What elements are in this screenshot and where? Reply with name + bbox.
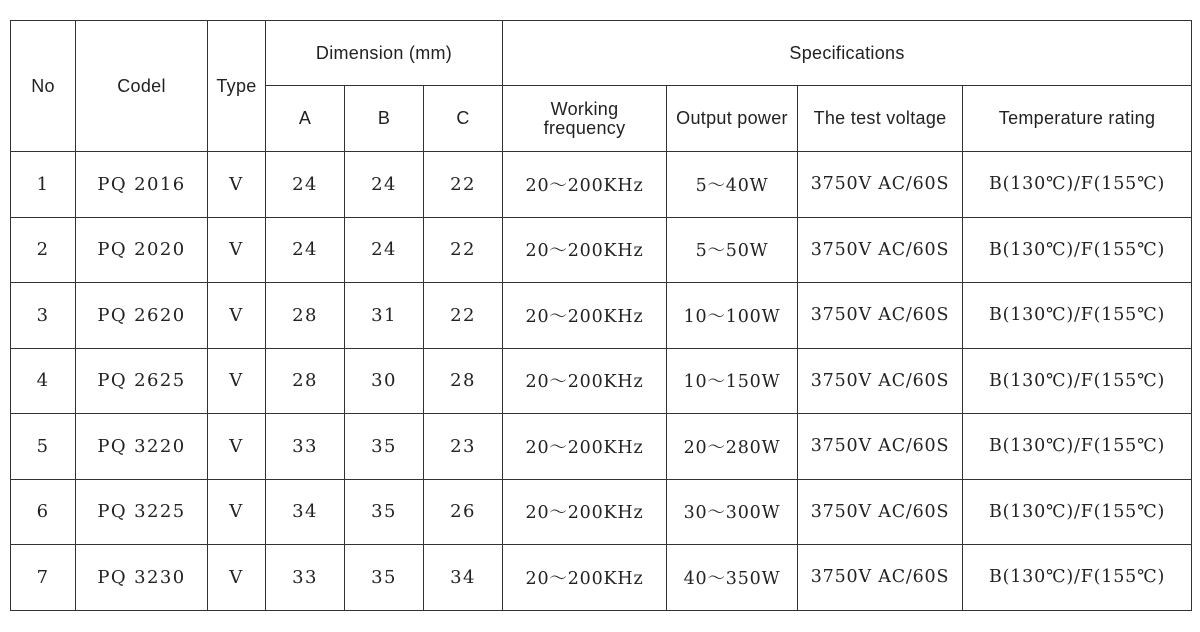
cell-test-voltage: 3750V AC/60S [798,152,963,218]
cell-no: 3 [11,283,76,349]
cell-output-power: 10～150W [667,348,798,414]
cell-dim-c: 22 [424,283,503,349]
header-working-frequency-line2: frequency [543,117,626,138]
cell-codel: PQ 3220 [76,414,208,480]
header-temperature-rating: Temperature rating [963,86,1192,152]
cell-dim-c: 34 [424,545,503,611]
cell-codel: PQ 2020 [76,217,208,283]
header-no: No [11,21,76,152]
cell-dim-c: 23 [424,414,503,480]
header-test-voltage: The test voltage [798,86,963,152]
specifications-table [10,20,1192,611]
cell-dim-b: 31 [345,283,424,349]
cell-type: V [208,545,266,611]
table-row [11,217,1192,283]
cell-temperature-rating: B(130℃)/F(155℃) [963,152,1192,218]
cell-temperature-rating: B(130℃)/F(155℃) [963,414,1192,480]
cell-type: V [208,152,266,218]
cell-dim-a: 34 [266,479,345,545]
cell-type: V [208,479,266,545]
cell-type: V [208,217,266,283]
header-codel: Codel [76,21,208,152]
cell-no: 4 [11,348,76,414]
cell-test-voltage: 3750V AC/60S [798,283,963,349]
cell-working-frequency: 20～200KHz [503,217,667,283]
table-row [11,348,1192,414]
table-row [11,545,1192,611]
table-row [11,479,1192,545]
header-dim-c: C [424,86,503,152]
cell-dim-b: 24 [345,217,424,283]
cell-working-frequency: 20～200KHz [503,414,667,480]
cell-dim-b: 30 [345,348,424,414]
cell-output-power: 20～280W [667,414,798,480]
cell-dim-a: 33 [266,545,345,611]
table-row [11,152,1192,218]
cell-dim-a: 24 [266,217,345,283]
header-working-frequency [503,86,667,152]
cell-no: 1 [11,152,76,218]
cell-no: 2 [11,217,76,283]
cell-dim-a: 33 [266,414,345,480]
cell-no: 6 [11,479,76,545]
cell-dim-c: 22 [424,217,503,283]
cell-output-power: 5～50W [667,217,798,283]
cell-test-voltage: 3750V AC/60S [798,545,963,611]
cell-dim-b: 24 [345,152,424,218]
cell-output-power: 5～40W [667,152,798,218]
cell-dim-a: 28 [266,283,345,349]
cell-output-power: 10～100W [667,283,798,349]
cell-test-voltage: 3750V AC/60S [798,217,963,283]
header-dim-a: A [266,86,345,152]
header-dim-b: B [345,86,424,152]
cell-codel: PQ 3230 [76,545,208,611]
cell-output-power: 30～300W [667,479,798,545]
cell-temperature-rating: B(130℃)/F(155℃) [963,545,1192,611]
cell-dim-b: 35 [345,414,424,480]
header-row-top [11,21,1192,86]
cell-test-voltage: 3750V AC/60S [798,479,963,545]
cell-dim-b: 35 [345,479,424,545]
cell-codel: PQ 3225 [76,479,208,545]
header-dimension: Dimension (mm) [266,21,503,86]
header-working-frequency-line1: Working [550,98,619,119]
cell-codel: PQ 2620 [76,283,208,349]
header-type: Type [208,21,266,152]
cell-working-frequency: 20～200KHz [503,283,667,349]
cell-dim-a: 28 [266,348,345,414]
cell-codel: PQ 2625 [76,348,208,414]
cell-working-frequency: 20～200KHz [503,348,667,414]
cell-output-power: 40～350W [667,545,798,611]
table-row [11,283,1192,349]
cell-temperature-rating: B(130℃)/F(155℃) [963,283,1192,349]
cell-dim-b: 35 [345,545,424,611]
cell-test-voltage: 3750V AC/60S [798,348,963,414]
table-row [11,414,1192,480]
cell-working-frequency: 20～200KHz [503,152,667,218]
cell-dim-a: 24 [266,152,345,218]
cell-no: 7 [11,545,76,611]
cell-dim-c: 28 [424,348,503,414]
cell-type: V [208,283,266,349]
header-specifications: Specifications [503,21,1192,86]
cell-no: 5 [11,414,76,480]
cell-temperature-rating: B(130℃)/F(155℃) [963,348,1192,414]
cell-temperature-rating: B(130℃)/F(155℃) [963,479,1192,545]
cell-working-frequency: 20～200KHz [503,479,667,545]
cell-type: V [208,414,266,480]
cell-temperature-rating: B(130℃)/F(155℃) [963,217,1192,283]
cell-working-frequency: 20～200KHz [503,545,667,611]
cell-dim-c: 26 [424,479,503,545]
cell-dim-c: 22 [424,152,503,218]
header-output-power: Output power [667,86,798,152]
cell-codel: PQ 2016 [76,152,208,218]
cell-test-voltage: 3750V AC/60S [798,414,963,480]
cell-type: V [208,348,266,414]
